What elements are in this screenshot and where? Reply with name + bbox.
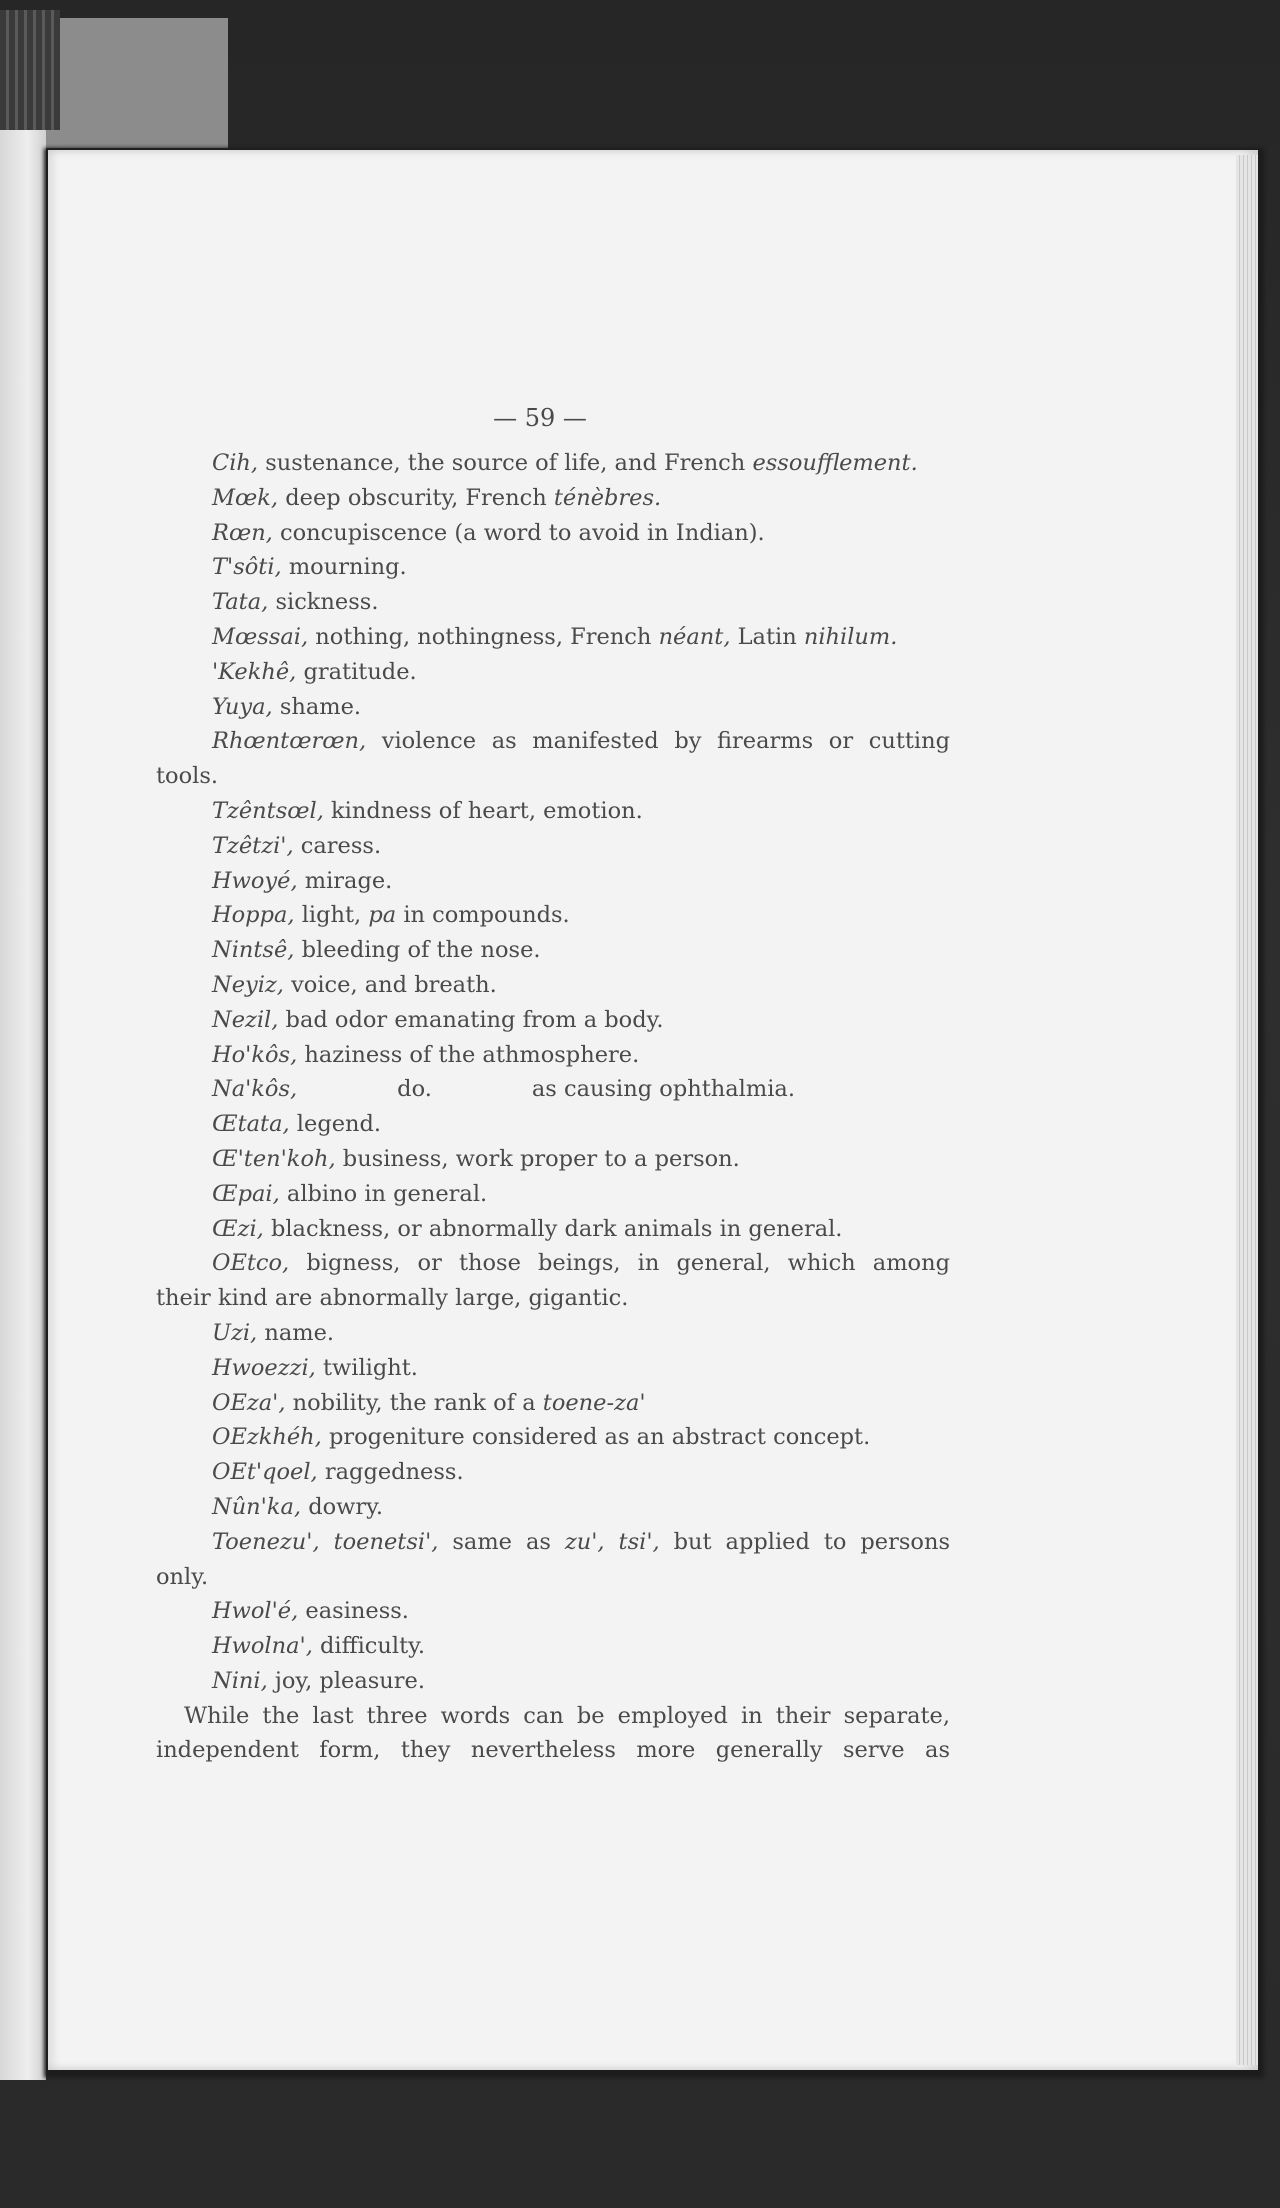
entry-definition: easiness. xyxy=(298,1598,409,1625)
entry-definition: sickness. xyxy=(268,589,379,616)
entry-definition: same as xyxy=(438,1528,565,1555)
entry-term: 'Kekhê, xyxy=(212,658,297,685)
entry-term: Hwoyé, xyxy=(212,867,298,894)
entry-line xyxy=(156,1003,950,1038)
entry-italic-word: toene-za' xyxy=(542,1389,646,1416)
entry-line xyxy=(156,1316,950,1351)
entry-italic-word: néant, xyxy=(658,623,731,650)
entry-line xyxy=(156,1246,950,1281)
entry-line xyxy=(156,1107,950,1142)
entry-line xyxy=(156,550,950,585)
entry-term: Tzêtzi', xyxy=(212,832,294,859)
entry-definition: twilight. xyxy=(315,1354,418,1381)
entry-definition: nobility, the rank of a xyxy=(285,1389,543,1416)
entry-continuation: their kind are abnormally large, gigantic. xyxy=(156,1285,629,1312)
entry-term: Mœssai, xyxy=(212,623,309,650)
entry-definition-cont: in compounds. xyxy=(396,902,570,929)
entry-line xyxy=(156,794,950,829)
entry-term: Œ'ten'koh, xyxy=(212,1145,336,1172)
entry-definition: gratitude. xyxy=(296,658,417,685)
entry-line xyxy=(156,1525,950,1560)
entry-line xyxy=(156,1386,950,1421)
entry-continuation: only. xyxy=(156,1563,209,1590)
entry-definition: caress. xyxy=(293,832,382,859)
entry-continuation: tools. xyxy=(156,763,219,790)
entry-definition: bleeding of the nose. xyxy=(294,937,541,964)
entry-line xyxy=(156,1420,950,1455)
entry-definition: mirage. xyxy=(297,867,393,894)
entry-definition: bad odor emanating from a body. xyxy=(278,1006,664,1033)
entry-term: Œpai, xyxy=(212,1180,280,1207)
entry-definition: light, xyxy=(294,902,369,929)
entry-term: Toenezu', toenetsi', xyxy=(212,1528,439,1555)
entry-definition: difficulty. xyxy=(312,1633,426,1660)
entry-definition: nothing, nothingness, French xyxy=(308,623,659,650)
paragraph-line: While the last three words can be employed in their separate, xyxy=(184,1702,950,1729)
entry-definition: as causing ophthalmia. xyxy=(531,1076,795,1103)
entry-italic-word: zu', tsi', xyxy=(564,1528,660,1555)
binding-edge xyxy=(0,10,60,130)
entry-term: Tzêntsœl, xyxy=(212,797,324,824)
entry-definition: bigness, or those beings, in general, which among xyxy=(289,1250,950,1277)
entry-definition: name. xyxy=(257,1319,335,1346)
entry-definition: dowry. xyxy=(301,1493,384,1520)
entry-term: Neyiz, xyxy=(212,971,284,998)
entry-term: Cih, xyxy=(212,450,259,476)
entry-line xyxy=(156,933,950,968)
entry-definition: violence as manifested by firearms or cutting xyxy=(366,728,950,755)
page-text xyxy=(156,446,950,1768)
entry-definition-cont: Latin xyxy=(730,623,804,650)
paragraph-line: independent form, they nevertheless more generally serve as xyxy=(156,1737,950,1764)
entry-term: Nini, xyxy=(212,1667,268,1694)
entry-term: Ho'kôs, xyxy=(212,1041,298,1068)
entry-term: Hwoezzi, xyxy=(212,1354,316,1381)
entry-term: Nezil, xyxy=(212,1006,279,1033)
entry-term: Nûn'ka, xyxy=(212,1493,302,1520)
entry-term: Rhœntœrœn, xyxy=(212,728,367,755)
entry-definition: concupiscence (a word to avoid in Indian). xyxy=(272,519,765,546)
entry-definition: deep obscurity, French xyxy=(278,484,554,511)
entry-line xyxy=(156,1629,950,1664)
entry-definition: shame. xyxy=(272,693,362,720)
entry-italic-word: pa xyxy=(368,902,397,929)
entry-definition: raggedness. xyxy=(317,1459,464,1486)
entry-term: Rœn, xyxy=(212,519,273,546)
entry-line xyxy=(156,1142,950,1177)
entry-line xyxy=(156,1177,950,1212)
entry-line xyxy=(156,446,950,481)
entry-term: Œtata, xyxy=(212,1111,290,1138)
entry-italic-word: nihilum. xyxy=(803,623,898,650)
entry-line xyxy=(156,1455,950,1490)
entry-italic-word: essoufflement. xyxy=(752,450,918,476)
page-number: — 59 — xyxy=(493,404,587,432)
entry-line xyxy=(156,690,950,725)
entry-term: Mœk, xyxy=(212,484,279,511)
entry-term: Hwolna', xyxy=(212,1633,313,1660)
entry-line xyxy=(156,620,950,655)
entry-term: OEzkhéh, xyxy=(212,1424,322,1451)
entry-definition-cont: but applied to persons xyxy=(659,1528,950,1555)
entry-definition: mourning. xyxy=(281,554,407,581)
entry-term: OEt'qoel, xyxy=(212,1459,318,1486)
entry-definition: progeniture considered as an abstract concept. xyxy=(321,1424,871,1451)
entry-line xyxy=(156,516,950,551)
entry-line xyxy=(156,585,950,620)
entry-term: OEtco, xyxy=(212,1250,290,1277)
entry-line xyxy=(156,1490,950,1525)
entry-line xyxy=(156,481,950,516)
entry-definition: albino in general. xyxy=(279,1180,488,1207)
entry-term: Nintsê, xyxy=(212,937,295,964)
entry-line xyxy=(156,864,950,899)
entry-term: Yuya, xyxy=(212,693,273,720)
entry-definition: business, work proper to a person. xyxy=(335,1145,740,1172)
entry-line xyxy=(156,655,950,690)
entry-line xyxy=(156,898,950,933)
entry-line xyxy=(156,1072,950,1107)
entry-line xyxy=(156,829,950,864)
entry-line xyxy=(156,724,950,759)
entry-term: Uzi, xyxy=(212,1319,258,1346)
entry-definition: joy, pleasure. xyxy=(267,1667,426,1694)
entry-definition: haziness of the athmosphere. xyxy=(297,1041,640,1068)
entry-definition: voice, and breath. xyxy=(283,971,497,998)
entry-line xyxy=(156,1212,950,1247)
entry-term: T'sôti, xyxy=(212,554,282,581)
page-edge xyxy=(1236,155,1258,2065)
entry-definition: kindness of heart, emotion. xyxy=(323,797,643,824)
entry-term: Tata, xyxy=(212,589,269,616)
entry-line xyxy=(156,968,950,1003)
entry-definition: sustenance, the source of life, and French xyxy=(258,450,753,476)
entry-definition: blackness, or abnormally dark animals in general. xyxy=(263,1215,843,1242)
ditto-mark: do. xyxy=(397,1076,432,1103)
entry-term: Hoppa, xyxy=(212,902,295,929)
entry-term: OEza', xyxy=(212,1389,286,1416)
entry-line xyxy=(156,1594,950,1629)
entry-line xyxy=(156,1351,950,1386)
entry-term: Hwol'é, xyxy=(212,1598,299,1625)
entry-italic-word: ténèbres. xyxy=(553,484,662,511)
entry-line xyxy=(156,1038,950,1073)
entry-term: Na'kôs, xyxy=(212,1076,298,1103)
entry-term: Œzi, xyxy=(212,1215,264,1242)
entry-line xyxy=(156,1664,950,1699)
entry-definition: legend. xyxy=(289,1111,382,1138)
